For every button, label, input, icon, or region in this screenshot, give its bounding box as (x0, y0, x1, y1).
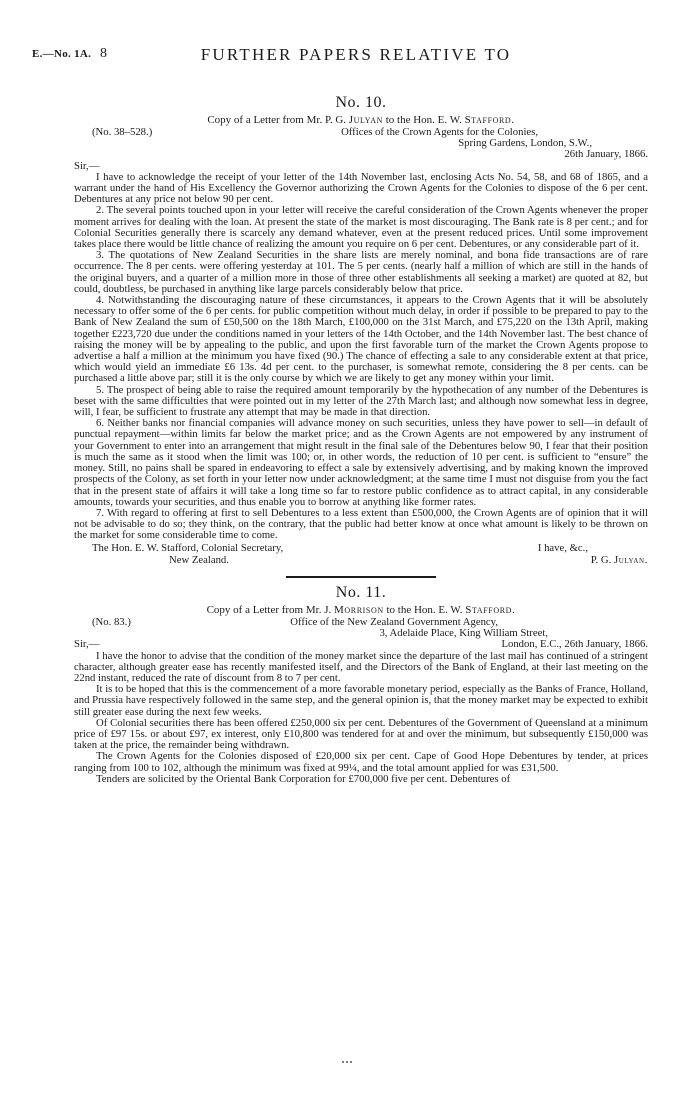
address-line-1: Office of the New Zealand Government Agency, (290, 615, 498, 628)
recipient-name: Stafford. (464, 114, 515, 126)
letter-no-10 (74, 94, 648, 566)
paragraph: I have to acknowledge the receipt of your letter of the 14th November last, enclosing Acts No. 54, 58, and 68 of 1865, and a warrant under the hand of His Excellency the Governor authorizing the Crown Agents for the Colonies to dispose of the 6 per cent. Debentures at any price not below 90 per cent. (74, 170, 648, 206)
heading-middle: to the Hon. E. W. (382, 114, 465, 126)
paragraph: 3. The quotations of New Zealand Securities in the share lists are merely nominal, and bona fide transactions are of rare occurrence. The 8 per cents. were offering yesterday at 101. The 5 per cents. (nearly half a million of which are still in the hands of the original buyers, and a quarter of a million more in those of three other establishments all seeking a market) are quoted at 82, but could, doubtless, be purchased in anything like large parcels considerably below that price. (74, 249, 648, 295)
addressee-line: The Hon. E. W. Stafford, Colonial Secretary, (92, 541, 284, 554)
letter-no-11 (74, 584, 648, 785)
paragraph: 6. Neither banks nor financial companies will advance money on such securities, unless they have power to sell—in default of punctual repayment—within limits far below the market price; and as the Crown Agents are not empowered by any instrument of your Government to enter into an arrangement that might result in the final sale of the Debentures below 90, I fear that their position is much the same as it stood when the limit was 100; or, in other words, the reduction of 10 per cent. is sufficient to “ensure” the money. Still, no pains shall be spared in endeavoring to effect a sale by extensively advertising, and by making known the improved prospects of the Colony, as set forth in your letter now under acknowledgment; at the same time I must not disguise from you the fact that in the present state of affairs it will take a long time so far to restore public confidence as to attract capital, in any considerable amounts, towards your securities, and thus enable you to borrow at anything like former rates. (74, 417, 648, 508)
ref-row (74, 617, 648, 628)
letter-number: No. 10. (335, 94, 387, 111)
sender-name: Morrison (334, 603, 384, 616)
reference-number: (No. 38–528.) (92, 126, 153, 138)
address-line-1: Offices of the Crown Agents for the Colonies, (341, 126, 538, 138)
heading-prefix: Copy of a Letter from Mr. P. G. (207, 114, 349, 126)
salutation: Sir,— (74, 159, 100, 172)
letter-date: 26th January, 1866. (564, 148, 648, 161)
addressee-location: New Zealand. (169, 553, 229, 566)
signature-name: Julyan. (613, 553, 648, 566)
running-title: FURTHER PAPERS RELATIVE TO (200, 45, 512, 64)
salutation: Sir,— (74, 638, 100, 651)
paragraph: The Crown Agents for the Colonies disposed of £20,000 six per cent. Cape of Good Hope Debentures by tender, at prices ranging from 100 to 102, although the minimum was fixed at 99¼, and the total amount applied for was £31,500. (74, 750, 648, 774)
signature-block (74, 543, 648, 554)
signature-row (74, 555, 648, 566)
salutation-row (74, 639, 648, 650)
heading-prefix: Copy of a Letter from Mr. J. (206, 603, 334, 616)
letter-number: No. 11. (335, 583, 387, 601)
paragraph: Tenders are solicited by the Oriental Bank Corporation for £700,000 five per cent. Debentures of (96, 772, 511, 785)
address-line-2: 3, Adelaide Place, King William Street, (379, 627, 548, 640)
paragraph: 2. The several points touched upon in your letter will receive the careful consideration of the Crown Agents whenever the proper moment arrives for dealing with the loan. At present the state of the market is most discouraging. The Bank rate is 8 per cent.; and for Colonial Securities generally there is scarcely any demand whatever, even at the present reduced prices. Until some improvement takes place there would be little chance of realizing the amount you require on 6 per cent. Debentures, or any considerable part of it. (74, 204, 648, 251)
letter-heading (74, 114, 648, 126)
paragraph: 7. With regard to offering at first to sell Debentures to a less extent than £500,000, the Crown Agents are of opinion that it will not be advisable to do so; they think, on the contrary, that the public had better know at once what amount is likely to be thrown on the market for some considerable time to come. (74, 506, 648, 542)
reference-number: (No. 83.) (92, 615, 131, 628)
signature-initials: P. G. (590, 553, 614, 566)
page-number: 8 (100, 46, 107, 61)
printer-mark (340, 1058, 354, 1066)
closing: I have, &c., (537, 541, 588, 554)
page-body (74, 92, 648, 785)
paragraph: 4. Notwithstanding the discouraging nature of these circumstances, it appears to the Crown Agents that it will be absolutely necessary to offer some of the 6 per cents. for public competition without much delay, in order if possible to be prepared to pay to the Bank of New Zealand the sum of £50,500 on the 18th March, £100,000 on the 31st March, and £75,220 on the 13th April, making together £223,720 due under the conditions named in your letters of the 14th October, and the 14th November last. The best chance of raising the money will be by appealing to the public, and upon the first favorable turn of the market the Crown Agents propose to advertise a half a million at the minimum you have fixed (90.) The chance of effecting a sale to any considerable extent at that price, which would yield an immediate £6 13s. 4d per cent. to the purchaser, is somewhat remote, considering the 8 per cents. can be purchased a little above par; still it is the only course by which we are likely to get any money within your limit. (74, 294, 648, 385)
letter-heading (74, 604, 648, 616)
address-line-2: Spring Gardens, London, S.W., (458, 137, 592, 150)
paragraph: It is to be hoped that this is the commencement of a more favorable monetary period, especially as the Banks of France, Holland, and Prussia have respectively followed in the same step, and the general opinion is, that the money market may be expected to exhibit still greater ease during the next few weeks. (74, 683, 648, 718)
document-reference: E.—No. 1A. (32, 48, 92, 60)
signature (591, 555, 648, 566)
sender-name: Julyan (348, 114, 383, 126)
paragraph: Of Colonial securities there has been offered £250,000 six per cent. Debentures of the Government of Queensland at a minimum price of £97 15s. or about £97, ex interest, only £10,800 was tendered for at and over the minimum, but subsequently £150,000 was taken at the price, the remainder being withdrawn. (74, 716, 648, 752)
running-head (32, 45, 680, 68)
section-divider (286, 576, 436, 578)
recipient-name: Stafford. (465, 603, 516, 616)
heading-middle: to the Hon. E. W. (383, 603, 466, 616)
paragraph: 5. The prospect of being able to raise the required amount temporarily by the hypothecation of any number of the Debentures is beset with the same difficulties that were pointed out in my letter of the 27th March last; and although now somewhat less in degree, will, I fear, be sufficient to frustrate any attempt that may be made in that direction. (74, 383, 648, 419)
paragraph: I have the honor to advise that the condition of the money market since the departure of the last mail has continued of a stringent character, although greater ease has recently manifested itself, and the Directors of the Bank of England, at their last meeting on the 22nd instant, reduced the rate of discount from 8 to 7 per cent. (74, 649, 648, 684)
address-line-3: London, E.C., 26th January, 1866. (501, 638, 648, 651)
